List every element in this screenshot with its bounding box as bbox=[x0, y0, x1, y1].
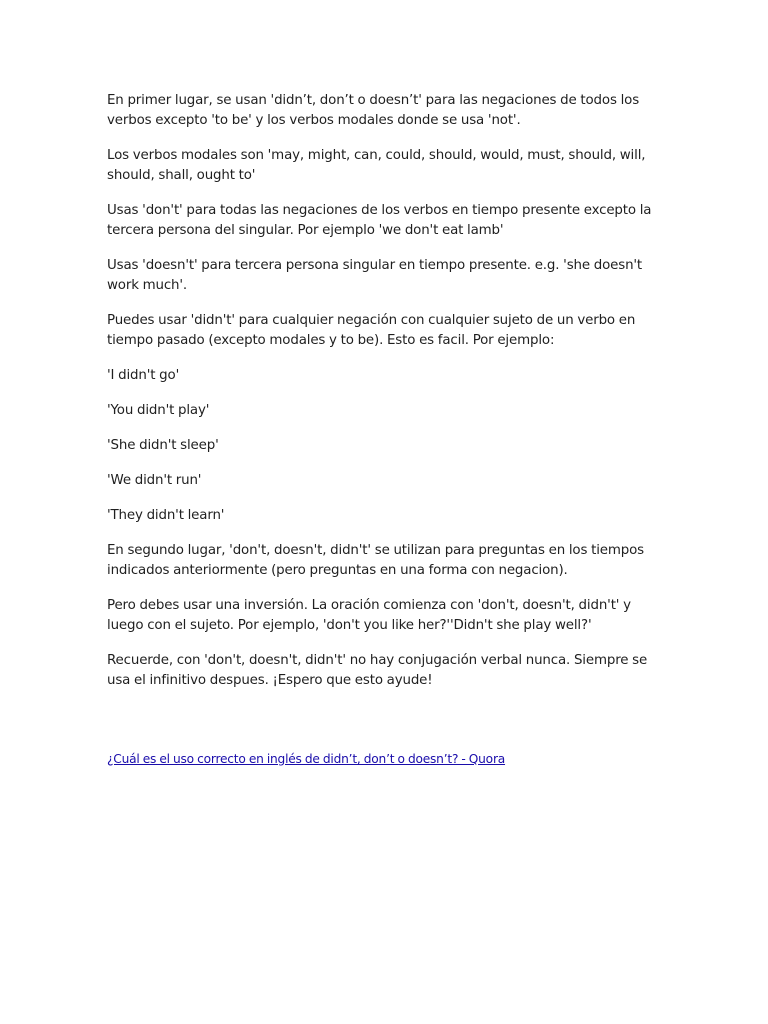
paragraph-questions: En segundo lugar, 'don't, doesn't, didn't' se utilizan para preguntas en los tiempos indicados anteriormente (pero preguntas en una forma con negacion). bbox=[107, 543, 644, 578]
source-link-container bbox=[107, 750, 505, 768]
example-i-didnt-go: 'I didn't go' bbox=[107, 368, 180, 383]
document-body bbox=[107, 91, 667, 706]
example-you-didnt-play: 'You didn't play' bbox=[107, 403, 210, 418]
paragraph-conclusion: Recuerde, con 'don't, doesn't, didn't' no hay conjugación verbal nunca. Siempre se usa el infinitivo despues. ¡Espero que esto ayude! bbox=[107, 653, 648, 688]
paragraph-dont: Usas 'don't' para todas las negaciones de los verbos en tiempo presente excepto la tercera persona del singular. Por ejemplo 'we don't eat lamb' bbox=[107, 203, 652, 238]
paragraph-doesnt: Usas 'doesn't' para tercera persona singular en tiempo presente. e.g. 'she doesn't work much'. bbox=[107, 258, 643, 293]
paragraph-inversion: Pero debes usar una inversión. La oración comienza con 'don't, doesn't, didn't' y luego con el sujeto. Por ejemplo, 'don't you like her?''Didn't she play well?' bbox=[107, 598, 631, 633]
paragraph-didnt: Puedes usar 'didn't' para cualquier negación con cualquier sujeto de un verbo en tiempo pasado (excepto modales y to be). Esto es facil. Por ejemplo: bbox=[107, 313, 636, 348]
paragraph-intro: En primer lugar, se usan 'didn’t, don’t o doesn’t' para las negaciones de todos los verbos excepto 'to be' y los verbos modales donde se usa 'not'. bbox=[107, 93, 640, 128]
example-we-didnt-run: 'We didn't run' bbox=[107, 473, 202, 488]
example-she-didnt-sleep: 'She didn't sleep' bbox=[107, 438, 219, 453]
paragraph-modal-verbs: Los verbos modales son 'may, might, can, could, should, would, must, should, will, should, shall, ought to' bbox=[107, 148, 646, 183]
quora-source-link[interactable]: ¿Cuál es el uso correcto en inglés de didn’t, don’t o doesn’t? - Quora bbox=[107, 752, 506, 766]
example-they-didnt-learn: 'They didn't learn' bbox=[107, 508, 225, 523]
